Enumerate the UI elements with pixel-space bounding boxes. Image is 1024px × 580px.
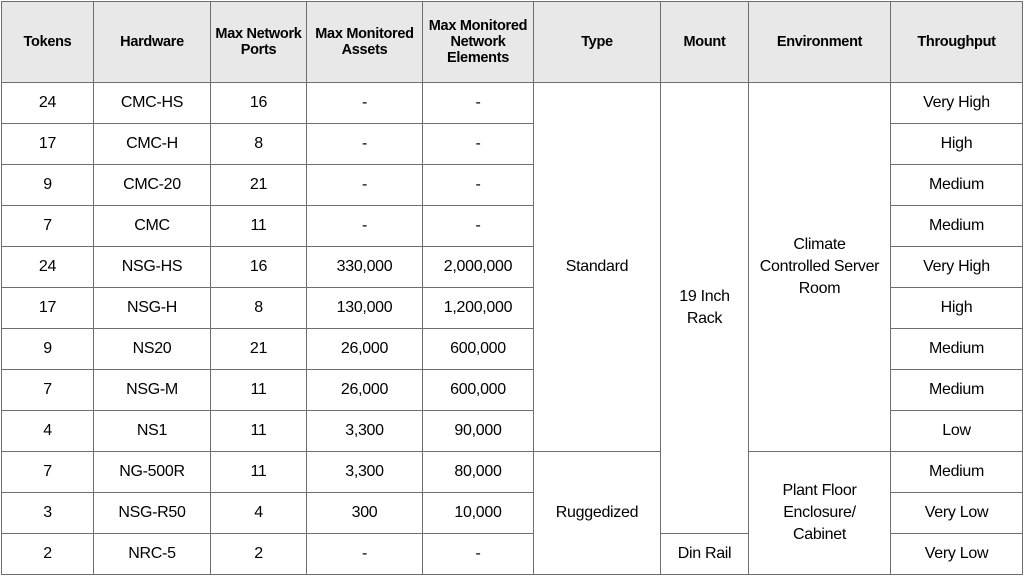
cell-assets: -	[307, 124, 423, 165]
cell-elements: 10,000	[423, 493, 534, 534]
cell-hardware: CMC-H	[94, 124, 211, 165]
cell-throughput: Very Low	[891, 493, 1023, 534]
cell-tokens: 3	[2, 493, 94, 534]
cell-ports: 11	[211, 206, 307, 247]
cell-assets: 330,000	[307, 247, 423, 288]
cell-ports: 8	[211, 288, 307, 329]
cell-ports: 11	[211, 370, 307, 411]
cell-environment-plant	[749, 452, 891, 575]
cell-tokens: 9	[2, 165, 94, 206]
cell-ports: 16	[211, 83, 307, 124]
cell-elements: -	[423, 206, 534, 247]
cell-tokens: 9	[2, 329, 94, 370]
cell-elements: 600,000	[423, 329, 534, 370]
cell-throughput: Low	[891, 411, 1023, 452]
cell-throughput: High	[891, 124, 1023, 165]
cell-assets: -	[307, 83, 423, 124]
cell-hardware: NSG-R50	[94, 493, 211, 534]
cell-ports: 21	[211, 165, 307, 206]
cell-hardware: CMC-20	[94, 165, 211, 206]
header-max-network-ports: Max Network Ports	[211, 2, 307, 83]
cell-ports: 21	[211, 329, 307, 370]
cell-elements: 90,000	[423, 411, 534, 452]
header-mount: Mount	[661, 2, 749, 83]
cell-ports: 11	[211, 452, 307, 493]
cell-assets: 3,300	[307, 452, 423, 493]
cell-throughput: Medium	[891, 165, 1023, 206]
cell-throughput: High	[891, 288, 1023, 329]
cell-assets: -	[307, 206, 423, 247]
cell-mount-rack	[661, 83, 749, 534]
cell-assets: -	[307, 165, 423, 206]
cell-elements: -	[423, 83, 534, 124]
cell-hardware: NSG-HS	[94, 247, 211, 288]
cell-tokens: 4	[2, 411, 94, 452]
cell-ports: 11	[211, 411, 307, 452]
cell-ports: 8	[211, 124, 307, 165]
table-row	[2, 83, 1023, 124]
cell-assets: 300	[307, 493, 423, 534]
cell-assets: -	[307, 534, 423, 575]
header-max-monitored-network-elements: Max Monitored Network Elements	[423, 2, 534, 83]
cell-elements: 1,200,000	[423, 288, 534, 329]
cell-throughput: Medium	[891, 370, 1023, 411]
cell-hardware: NSG-M	[94, 370, 211, 411]
cell-assets: 26,000	[307, 329, 423, 370]
header-row	[2, 2, 1023, 83]
cell-elements: -	[423, 124, 534, 165]
cell-ports: 4	[211, 493, 307, 534]
cell-tokens: 7	[2, 370, 94, 411]
cell-type-standard: Standard	[534, 83, 661, 452]
cell-tokens: 24	[2, 247, 94, 288]
hardware-comparison-table	[1, 1, 1023, 575]
cell-hardware: NS1	[94, 411, 211, 452]
cell-tokens: 24	[2, 83, 94, 124]
cell-elements: 80,000	[423, 452, 534, 493]
cell-elements: -	[423, 534, 534, 575]
cell-environment-server	[749, 83, 891, 452]
cell-throughput: Very High	[891, 83, 1023, 124]
header-max-monitored-assets: Max Monitored Assets	[307, 2, 423, 83]
cell-tokens: 17	[2, 288, 94, 329]
mount-rack-label: 19 Inch Rack	[679, 288, 730, 327]
cell-assets: 26,000	[307, 370, 423, 411]
table-row	[2, 452, 1023, 493]
cell-assets: 3,300	[307, 411, 423, 452]
cell-elements: 600,000	[423, 370, 534, 411]
cell-elements: -	[423, 165, 534, 206]
header-tokens: Tokens	[2, 2, 94, 83]
cell-hardware: NG-500R	[94, 452, 211, 493]
cell-throughput: Medium	[891, 206, 1023, 247]
cell-ports: 2	[211, 534, 307, 575]
cell-type-ruggedized: Ruggedized	[534, 452, 661, 575]
header-hardware: Hardware	[94, 2, 211, 83]
cell-hardware: CMC	[94, 206, 211, 247]
cell-elements: 2,000,000	[423, 247, 534, 288]
header-environment: Environment	[749, 2, 891, 83]
header-type: Type	[534, 2, 661, 83]
header-throughput: Throughput	[891, 2, 1023, 83]
cell-tokens: 17	[2, 124, 94, 165]
cell-throughput: Very High	[891, 247, 1023, 288]
cell-hardware: NRC-5	[94, 534, 211, 575]
cell-mount-din: Din Rail	[661, 534, 749, 575]
cell-hardware: CMC-HS	[94, 83, 211, 124]
cell-assets: 130,000	[307, 288, 423, 329]
cell-tokens: 2	[2, 534, 94, 575]
cell-hardware: NSG-H	[94, 288, 211, 329]
environment-plant-label: Plant Floor Enclosure/ Cabinet	[782, 482, 857, 543]
cell-tokens: 7	[2, 452, 94, 493]
cell-hardware: NS20	[94, 329, 211, 370]
cell-throughput: Medium	[891, 329, 1023, 370]
cell-tokens: 7	[2, 206, 94, 247]
cell-throughput: Very Low	[891, 534, 1023, 575]
cell-throughput: Medium	[891, 452, 1023, 493]
environment-server-label: Climate Controlled Server Room	[759, 236, 880, 297]
cell-ports: 16	[211, 247, 307, 288]
